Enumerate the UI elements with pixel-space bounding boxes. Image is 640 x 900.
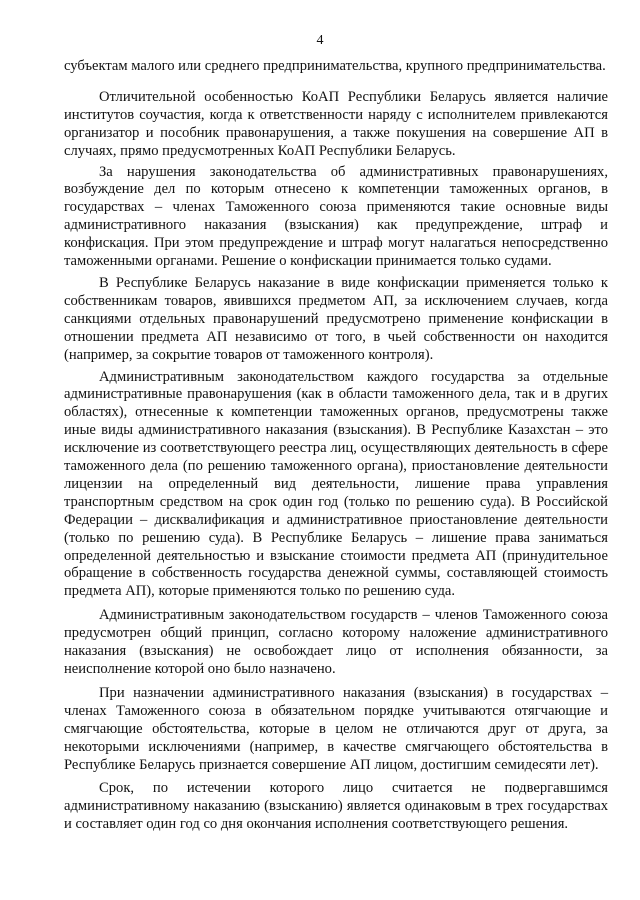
paragraph: При назначении административного наказания (взыскания) в государствах – членах Таможенного союза в обязательном порядке учитываются отягчающие и смягчающие обстоятельства, которые в целом не отличаются друг от друга, за некоторыми исключениями (например, в качестве смягчающего обстоятельства в Республике Беларусь признается совершение АП лицом, достигшим семидесяти лет). — [64, 684, 608, 773]
paragraph: Административным законодательством государств – членов Таможенного союза предусмотрен общий принцип, согласно которому наложение административного наказания (взыскания) не освобождает лицо от исполнения обязанности, за неисполнение которой оно было назначено. — [64, 607, 608, 677]
document-body — [64, 58, 608, 834]
page-number: 4 — [316, 33, 324, 48]
paragraph-continuation: субъектам малого или среднего предпринимательства, крупного предпринимательства. — [64, 58, 606, 74]
paragraph: Срок, по истечении которого лицо считается не подвергавшимся административному наказанию (взысканию) является одинаковым в трех государствах и составляет один год со дня окончания исполнения соответствующего решения. — [64, 780, 608, 833]
paragraph: За нарушения законодательства об административных правонарушениях, возбуждение дел по которым отнесено к компетенции таможенных органов, в государствах – членах Таможенного союза применяются такие основные виды административного наказания (взыскания) как предупреждение, штраф и конфискация. При этом предупреждение и штраф могут налагаться непосредственно таможенными органами. Решение о конфискации принимается только судами. — [64, 163, 608, 270]
paragraph: В Республике Беларусь наказание в виде конфискации применяется только к собственникам товаров, явившихся предметом АП, за исключением случаев, когда санкциями отдельных правонарушений предусмотрено применение конфискации в отношении предмета АП независимо от того, в чьей собственности он находится (например, за сокрытие товаров от таможенного контроля). — [64, 274, 608, 363]
paragraph: Отличительной особенностью КоАП Республики Беларусь является наличие институтов соучастия, когда к ответственности наряду с исполнителем привлекаются организатор и пособник правонарушения, а также покушения на совершение АП в случаях, прямо предусмотренных КоАП Республики Беларусь. — [64, 88, 608, 159]
paragraph: Административным законодательством каждого государства за отдельные административные правонарушения (как в области таможенного дела, так и в других областях), отнесенные к компетенции таможенных органов, предусмотрены также иные виды административного наказания (взыскания). В Республике Казахстан – это исключение из соответствующего реестра лиц, осуществляющих деятельность в сфере таможенного дела (по решению таможенного органа), приостановление деятельности лицензии на определенный вид деятельности, лишение права управления транспортным средством на срок один год (только по решению суда). В Российской Федерации – дисквалификация и административное приостановление деятельности (только по решению суда). В Республике Беларусь – лишение права заниматься определенной деятельностью и взыскание стоимости предмета АП (принудительное обращение в собственность государства денежной суммы, составляющей стоимость предмета АП), которые применяются только по решению суда. — [64, 368, 608, 600]
